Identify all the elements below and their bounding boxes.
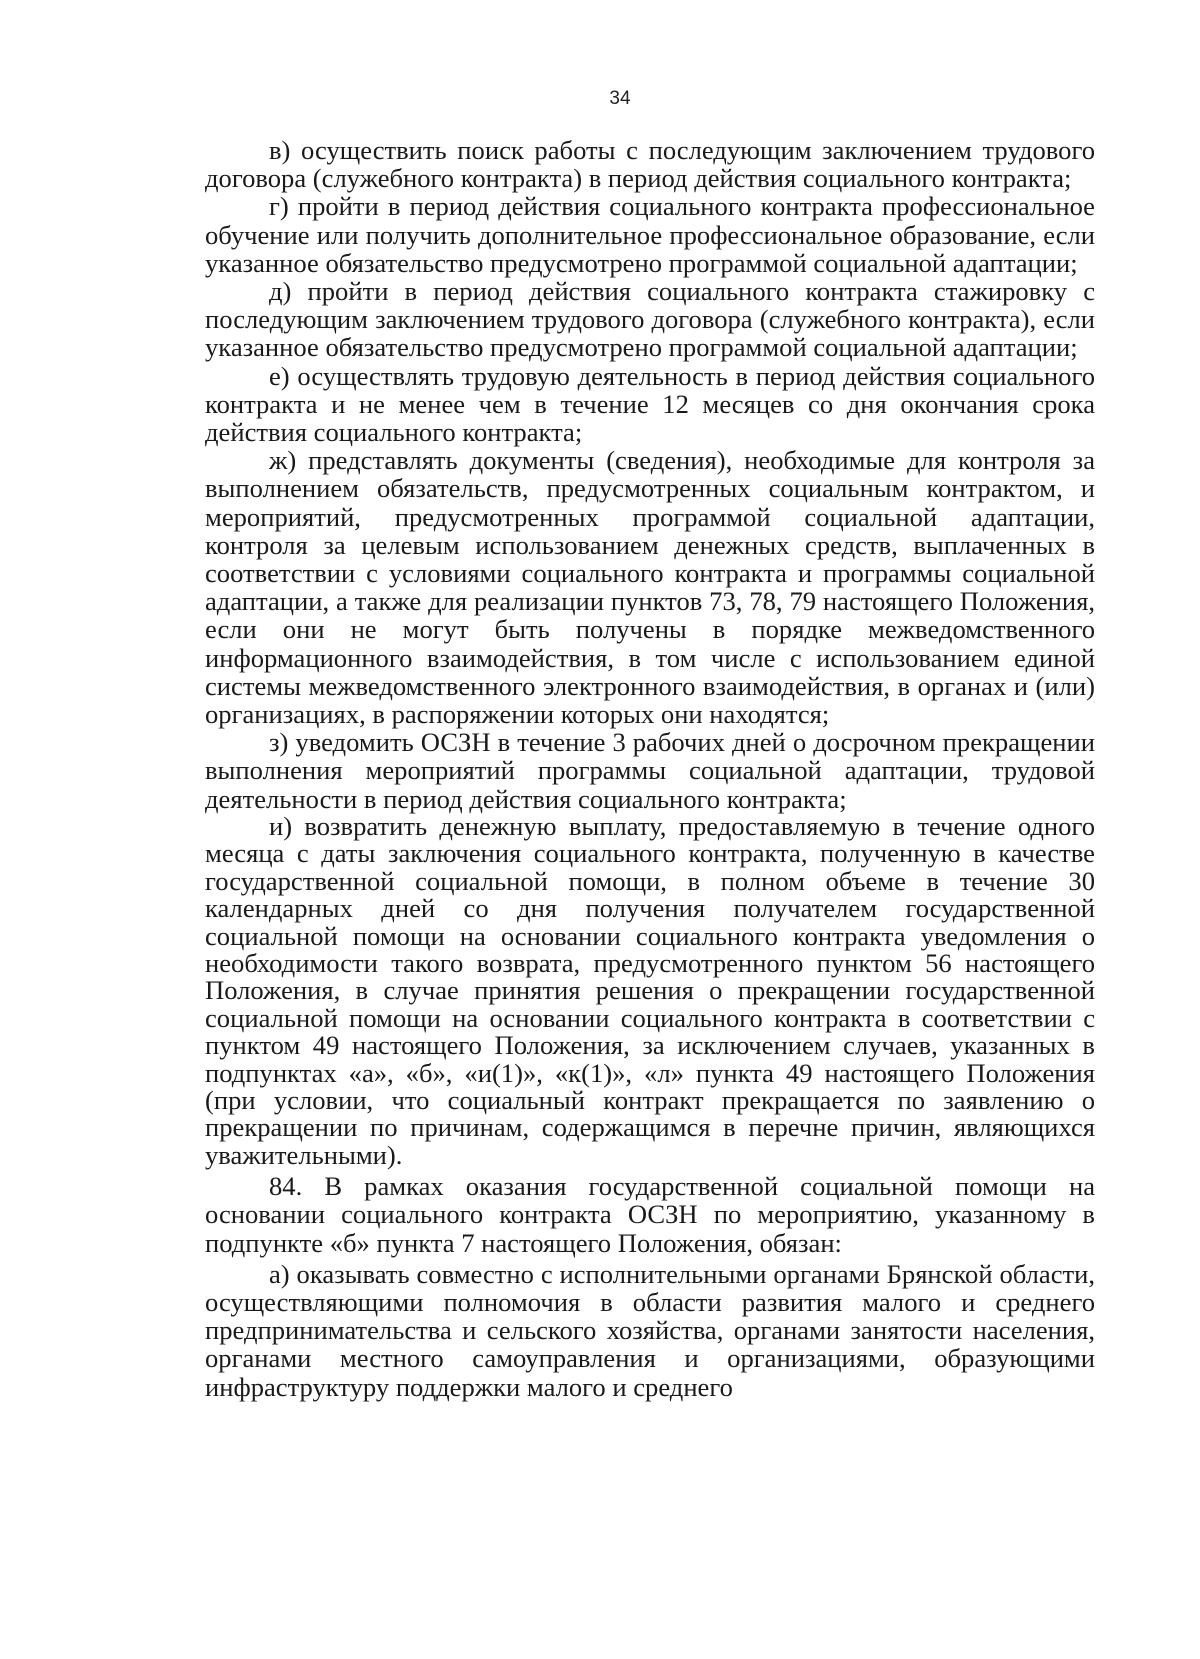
- paragraph-a: а) оказывать совместно с исполнительными органами Брянской области, осуществляющими полномочия в области развития малого и среднего предпринимательства и сельского хозяйства, органами занятости населения, органами местного самоуправления и организациями, образующими инфраструктуру поддержки малого и среднего: [205, 1258, 1095, 1402]
- paragraph-d: д) пройти в период действия социального контракта стажировку с последующим заключением трудового договора (служебного контракта), если указанное обязательство предусмотрено программой социальной адаптации;: [205, 276, 1095, 363]
- page-number: 34: [609, 88, 631, 109]
- paragraph-zh: ж) представлять документы (сведения), необходимые для контроля за выполнением обязательств, предусмотренных социальным контрактом, и мероприятий, предусмотренных программой социальной адаптации, контроля за целевым использованием денежных средств, выплаченных в соответствии с условиями социального контракта и программы социальной адаптации, а также для реализации пунктов 73, 78, 79 настоящего Положения, если они не могут быть получены в порядке межведомственного информационного взаимодействия, в том числе с использованием единой системы межведомственного электронного взаимодействия, в органах и (или) организациях, в распоряжении которых они находятся;: [205, 445, 1095, 730]
- document-body: [205, 136, 1095, 1401]
- paragraph-e: е) осуществлять трудовую деятельность в период действия социального контракта и не менее чем в течение 12 месяцев со дня окончания срока действия социального контракта;: [205, 360, 1095, 448]
- paragraph-i: и) возвратить денежную выплату, предоставляемую в течение одного месяца с даты заключения социального контракта, полученную в качестве государственной социальной помощи, в полном объеме в течение 30 календарных дней со дня получения получателем государственной социальной помощи на основании социального контракта уведомления о необходимости такого возврата, предусмотренного пунктом 56 настоящего Положения, в случае принятия решения о прекращении государственной социальной помощи на основании социального контракта в соответствии с пунктом 49 настоящего Положения, за исключением случаев, указанных в подпунктах «а», «б», «и(1)», «к(1)», «л» пункта 49 настоящего Положения (при условии, что социальный контракт прекращается по заявлению о прекращении по причинам, содержащимся в перечне причин, являющихся уважительными).: [205, 810, 1095, 1170]
- paragraph-v: в) осуществить поиск работы с последующим заключением трудового договора (служебного контракта) в период действия социального контракта;: [205, 135, 1095, 194]
- paragraph-z: з) уведомить ОСЗН в течение 3 рабочих дней о досрочном прекращении выполнения мероприятий программы социальной адаптации, трудовой деятельности в период действия социального контракта;: [205, 727, 1095, 814]
- paragraph-g: г) пройти в период действия социального контракта профессиональное обучение или получить дополнительное профессиональное образование, если указанное обязательство предусмотрено программой социальной адаптации;: [205, 191, 1095, 278]
- paragraph-84: 84. В рамках оказания государственной социальной помощи на основании социального контракта ОСЗН по мероприятию, указанному в подпункте «б» пункта 7 настоящего Положения, обязан:: [205, 1171, 1095, 1258]
